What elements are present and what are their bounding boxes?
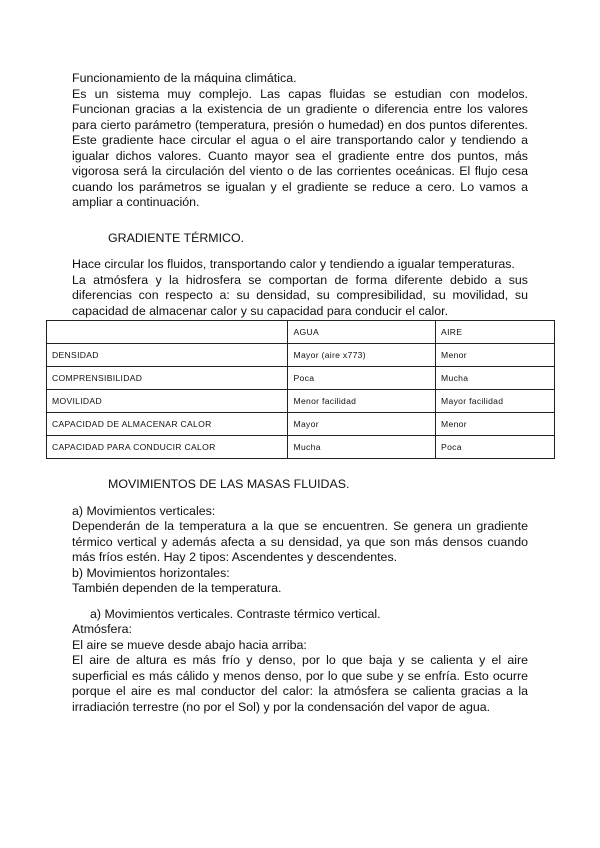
intro-body: Es un sistema muy complejo. Las capas fluidas se estudian con modelos. Funcionan gracias a la existencia de un gradiente o diferencia entre los valores para cierto parámetro (temperatura, presión o humedad) en dos puntos diferentes. Este gradiente hace circular el agua o el aire transportando calor y tendiendo a igualar dichos valores. Cuanto mayor sea el gradiente entre dos puntos, más vigorosa será la circulación del viento o de las corrientes oceánicas. El flujo cesa cuando los parámetros se igualan y el gradiente se reduce a cero. Lo vamos a ampliar a continuación. <box>72 86 528 209</box>
movimientos-heading: MOVIMIENTOS DE LAS MASAS FLUIDAS. <box>108 477 350 491</box>
table-header-row <box>47 321 555 344</box>
vertical-movements-label: a) Movimientos verticales: <box>72 503 216 518</box>
table-cell: Menor facilidad <box>288 390 436 413</box>
atmosphere-body: El aire de altura es más frío y denso, por lo que baja y se calienta y el aire superficial es más cálido y menos denso, por lo que sube y se enfría. Esto ocurre porque el aire es mal conductor del calor: la atmósfera se calienta gracias a la irradiación terrestre (no por el Sol) y por la condensación del vapor de agua. <box>72 653 528 714</box>
atmosphere-line: El aire se mueve desde abajo hacia arriba: <box>72 637 307 652</box>
table-cell: Mayor <box>288 413 436 436</box>
table-row <box>47 390 555 413</box>
vertical-movements-text: Dependerán de la temperatura a la que se encuentren. Se genera un gradiente térmico vertical y además afecta a su densidad, ya que son más densos cuando más fríos estén. Hay 2 tipos: Ascendentes y descendentes. <box>72 519 528 564</box>
table-cell: CAPACIDAD PARA CONDUCIR CALOR <box>47 436 288 459</box>
document-page <box>52 71 528 715</box>
table-row <box>47 413 555 436</box>
table-cell: Poca <box>436 436 555 459</box>
table-cell: CAPACIDAD DE ALMACENAR CALOR <box>47 413 288 436</box>
table-cell: Mayor (aire x773) <box>288 344 436 367</box>
table-cell: Menor <box>436 413 555 436</box>
table-cell: Menor <box>436 344 555 367</box>
table-row <box>47 344 555 367</box>
gradiente-heading: GRADIENTE TÉRMICO. <box>108 230 245 245</box>
properties-table <box>46 320 555 459</box>
horizontal-movements-label: b) Movimientos horizontales: <box>72 565 230 580</box>
intro-title: Funcionamiento de la máquina climática. <box>72 71 297 85</box>
table-cell: Mucha <box>288 436 436 459</box>
table-cell: Mucha <box>436 367 555 390</box>
table-header-cell: AIRE <box>436 321 555 344</box>
gradiente-paragraph-1: Hace circular los fluidos, transportando calor y tendiendo a igualar temperaturas. <box>72 257 515 271</box>
table-cell: COMPRENSIBILIDAD <box>47 367 288 390</box>
gradiente-paragraph-2: La atmósfera y la hidrosfera se comportan de forma diferente debido a sus diferencias con respecto a: su densidad, su compresibilidad, su movilidad, su capacidad de almacenar calor y su capacidad para conducir el calor. <box>72 272 528 318</box>
table-header-cell <box>47 321 288 344</box>
table-cell: DENSIDAD <box>47 344 288 367</box>
atmosphere-label: Atmósfera: <box>72 622 132 636</box>
horizontal-movements-text: También dependen de la temperatura. <box>72 581 282 595</box>
table-cell: MOVILIDAD <box>47 390 288 413</box>
vertical-contrast-title: a) Movimientos verticales. Contraste térmico vertical. <box>90 606 381 621</box>
table-cell: Poca <box>288 367 436 390</box>
table-row <box>47 367 555 390</box>
table-cell: Mayor facilidad <box>436 390 555 413</box>
table-header-cell: AGUA <box>288 321 436 344</box>
table-row <box>47 436 555 459</box>
